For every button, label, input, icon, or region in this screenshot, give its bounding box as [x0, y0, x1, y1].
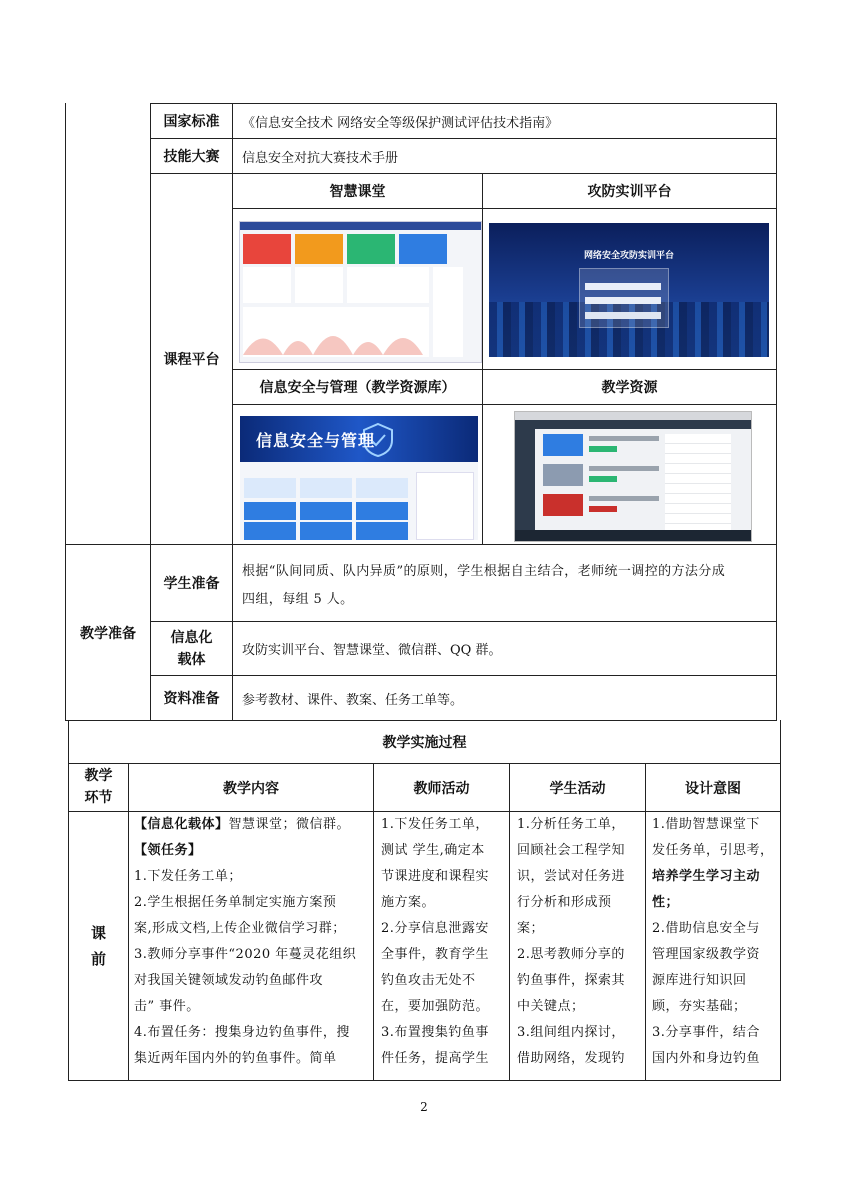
intent-line: 1.借助智慧课堂下	[652, 817, 760, 832]
national-standard-value: 《信息安全技术 网络安全等级保护测试评估技术指南》	[242, 115, 559, 131]
skill-contest-label: 技能大赛	[163, 149, 220, 165]
content-line	[134, 864, 372, 890]
table-border	[68, 1080, 781, 1081]
content-line-text: 1.下发任务工单；	[134, 869, 242, 884]
info-carrier-label-line: 信息化	[170, 630, 213, 646]
student-line: 2.思考教师分享的	[517, 947, 625, 962]
content-line-bold: 【领任务】	[134, 843, 202, 858]
teacher-line: 2.分享信息泄露安	[381, 921, 489, 936]
content-line-text: 对我国关键领域发动钓鱼邮件攻	[134, 973, 324, 988]
content-line	[134, 1020, 372, 1046]
intent-line: 3.分享事件，结合	[652, 1025, 760, 1040]
student-line: 识，尝试对任务进	[517, 869, 626, 884]
content-line-text: 4.布置任务：搜集身边钓鱼事件，搜	[134, 1025, 350, 1040]
panel-title-teaching-resources: 教学资源	[601, 380, 658, 396]
intent-cell	[652, 812, 778, 1072]
content-line	[134, 968, 372, 994]
smart-classroom-screenshot	[239, 221, 482, 363]
platform-screen-title: 网络安全攻防实训平台	[583, 251, 674, 261]
teacher-line: 测试 学生,确定本	[381, 843, 485, 858]
student-line: 3.组间组内探讨，	[517, 1025, 625, 1040]
content-line	[134, 942, 372, 968]
content-line	[134, 994, 372, 1020]
content-line	[134, 1046, 372, 1072]
content-line-text: 智慧课堂；微信群。	[228, 817, 351, 832]
student-prep-label: 学生准备	[163, 576, 220, 592]
national-standard-label: 国家标准	[163, 114, 220, 130]
content-line-text: 集近两年国内外的钓鱼事件。简单	[134, 1051, 337, 1066]
process-table-title: 教学实施过程	[382, 735, 467, 751]
student-prep-line: 四组，每组 5 人。	[242, 592, 354, 607]
content-line	[134, 838, 372, 864]
material-prep-value: 参考教材、课件、教案、任务工单等。	[242, 692, 464, 708]
student-cell	[517, 812, 643, 1072]
student-line: 行分析和形成预	[517, 895, 612, 910]
teacher-line: 钓鱼攻击无处不	[381, 973, 476, 988]
student-line: 钓鱼事件，探索其	[517, 973, 626, 988]
table-border	[780, 720, 781, 1080]
student-line: 回顾社会工程学知	[517, 843, 626, 858]
intent-line-bold: 培养学生学习主动	[652, 869, 761, 884]
panel-title-smart-classroom: 智慧课堂	[329, 184, 386, 200]
header-stage-line: 环节	[84, 790, 113, 806]
header-content: 教学内容	[223, 780, 279, 797]
stage-pre-class	[69, 920, 128, 972]
intent-line: 2.借助信息安全与	[652, 921, 760, 936]
teacher-cell	[381, 812, 507, 1072]
info-carrier-label	[151, 627, 232, 671]
resource-library-screenshot	[240, 416, 478, 540]
attack-defense-platform-screenshot	[489, 223, 769, 357]
teacher-line: 全事件，教育学生	[381, 947, 490, 962]
header-intent: 设计意图	[685, 780, 741, 797]
intent-line: 管理国家级教学资	[652, 947, 761, 962]
teacher-line: 在，要加强防范。	[381, 999, 490, 1014]
student-line: 案；	[517, 921, 545, 936]
header-student: 学生活动	[549, 780, 606, 797]
info-carrier-label-line: 载体	[177, 652, 206, 668]
content-line	[134, 916, 372, 942]
intent-line: 发任务单，引思考，	[652, 843, 774, 858]
panel-title-resource-library: 信息安全与管理（教学资源库）	[259, 380, 456, 396]
content-line-text: 3.教师分享事件“2020 年蔓灵花组织	[134, 947, 357, 962]
info-carrier-value: 攻防实训平台、智慧课堂、微信群、QQ 群。	[242, 643, 502, 658]
teacher-line: 节课进度和课程实	[381, 869, 490, 884]
student-prep-line: 根据“队间同质、队内异质”的原则，学生根据自主结合，老师统一调控的方法分成	[242, 564, 726, 579]
material-prep-label: 资料准备	[163, 691, 220, 707]
student-prep-value	[242, 558, 774, 614]
student-line: 中关键点；	[517, 999, 585, 1014]
intent-line-bold: 性；	[652, 895, 680, 910]
header-teacher: 教师活动	[413, 780, 470, 797]
teacher-line: 1.下发任务工单，	[381, 817, 489, 832]
content-line	[134, 812, 372, 838]
header-stage	[69, 765, 128, 809]
teacher-line: 件任务，提高学生	[381, 1051, 490, 1066]
teacher-line: 3.布置搜集钓鱼事	[381, 1025, 489, 1040]
header-stage-line: 教学	[84, 768, 113, 784]
content-line	[134, 890, 372, 916]
student-line: 1.分析任务工单，	[517, 817, 625, 832]
content-line-text: 案,形成文档,上传企业微信学习群；	[134, 921, 346, 936]
course-platform-label: 课程平台	[163, 352, 220, 368]
table-border	[232, 404, 777, 405]
stage-line: 课	[90, 924, 106, 942]
banner-title: 信息安全与管理	[256, 431, 376, 450]
content-cell	[134, 812, 372, 1072]
table-border	[482, 173, 483, 544]
table-border	[232, 208, 777, 209]
page-number: 2	[420, 1100, 428, 1114]
intent-line: 国内外和身边钓鱼	[652, 1051, 761, 1066]
teaching-prep-label: 教学准备	[80, 625, 136, 642]
teaching-resources-screenshot	[514, 411, 752, 542]
teacher-line: 施方案。	[381, 895, 436, 910]
stage-line: 前	[90, 950, 106, 968]
content-line-text: 击” 事件。	[134, 999, 200, 1014]
panel-title-attack-defense: 攻防实训平台	[587, 184, 672, 200]
intent-line: 源库进行知识回	[652, 973, 747, 988]
chart-waves-icon	[243, 317, 429, 357]
content-line-bold: 【信息化载体】	[134, 817, 229, 832]
content-line-text: 2.学生根据任务单制定实施方案预	[134, 895, 337, 910]
intent-line: 顾，夯实基础；	[652, 999, 747, 1014]
student-line: 借助网络，发现钓	[517, 1051, 626, 1066]
skill-contest-value: 信息安全对抗大赛技术手册	[242, 150, 399, 166]
table-border	[776, 103, 777, 721]
